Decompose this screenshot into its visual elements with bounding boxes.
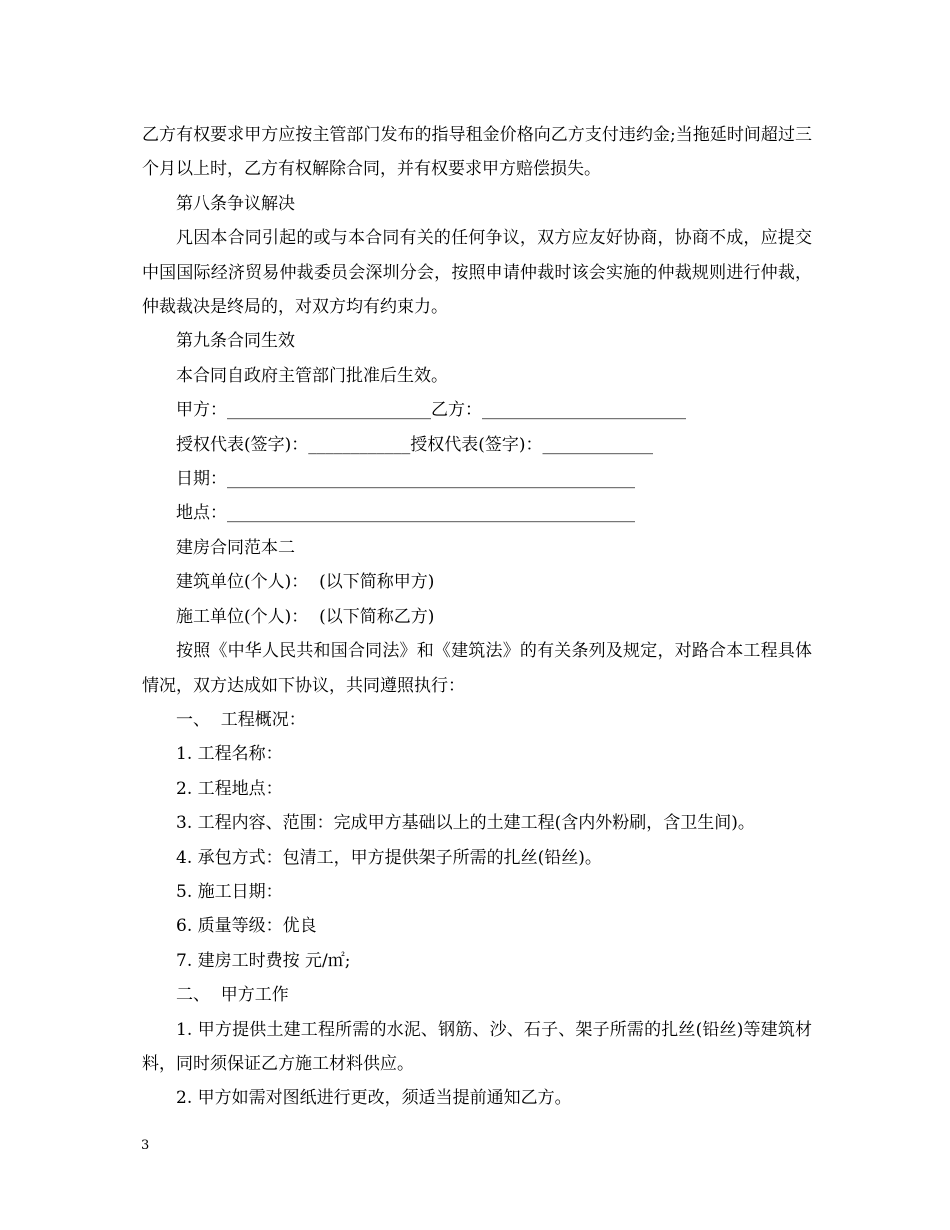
heading-article-9: 第九条合同生效 xyxy=(176,331,295,352)
signature-representative-line: 授权代表(签字)：____________授权代表(签字)：_____________ xyxy=(176,434,654,455)
list-item-project-name: 1. 工程名称： xyxy=(176,744,283,765)
signature-party-line: 甲方：________________________乙方：________________________ xyxy=(176,400,686,421)
heading-project-overview: 一、 工程概况： xyxy=(176,709,306,730)
paragraph-dispute-resolution: 凡因本合同引起的或与本合同有关的任何争议，双方应友好协商，协商不成，应提交中国国际经济贸易仲裁委员会深圳分会，按照申请仲裁时该会实施的仲裁规则进行仲裁，仲裁裁决是终局的，对双方均有约束力。 xyxy=(142,228,812,318)
paragraph-agreement-basis: 按照《中华人民共和国合同法》和《建筑法》的有关条列及规定，对路合本工程具体情况，双方达成如下协议，共同遵照执行： xyxy=(142,641,812,696)
list-item-labor-fee: 7. 建房工时费按 元/㎡; xyxy=(176,950,351,971)
list-item-quality-grade: 6. 质量等级：优良 xyxy=(176,916,317,937)
signature-place-line: 地点：________________________________________________ xyxy=(176,503,635,524)
heading-contract-template-2: 建房合同范本二 xyxy=(176,537,295,558)
paragraph-contract-effect: 本合同自政府主管部门批准后生效。 xyxy=(176,365,448,386)
list-item-drawing-changes: 2. 甲方如需对图纸进行更改，须适当提前通知乙方。 xyxy=(176,1088,572,1109)
paragraph-penalty-continuation: 乙方有权要求甲方应按主管部门发布的指导租金价格向乙方支付违约金;当拖延时间超过三个月以上时，乙方有权解除合同，并有权要求甲方赔偿损失。 xyxy=(142,125,812,180)
heading-article-8: 第八条争议解决 xyxy=(176,193,295,214)
page-number: 3 xyxy=(141,1138,150,1153)
paragraph-contractor-unit: 施工单位(个人)： (以下简称乙方) xyxy=(176,606,435,627)
paragraph-construction-unit: 建筑单位(个人)： (以下简称甲方) xyxy=(176,572,435,593)
list-item-contract-method: 4. 承包方式：包清工，甲方提供架子所需的扎丝(铅丝)。 xyxy=(176,847,602,868)
list-item-construction-date: 5. 施工日期： xyxy=(176,881,283,902)
heading-party-a-work: 二、 甲方工作 xyxy=(176,985,289,1006)
list-item-project-scope: 3. 工程内容、范围：完成甲方基础以上的土建工程(含内外粉刷，含卫生间)。 xyxy=(176,813,755,834)
list-item-party-a-materials: 1. 甲方提供土建工程所需的水泥、钢筋、沙、石子、架子所需的扎丝(铅丝)等建筑材料，同时须保证乙方施工材料供应。 xyxy=(142,1019,812,1074)
list-item-project-location: 2. 工程地点： xyxy=(176,778,283,799)
document-body xyxy=(142,118,812,1116)
signature-date-line: 日期：________________________________________________ xyxy=(176,469,635,490)
